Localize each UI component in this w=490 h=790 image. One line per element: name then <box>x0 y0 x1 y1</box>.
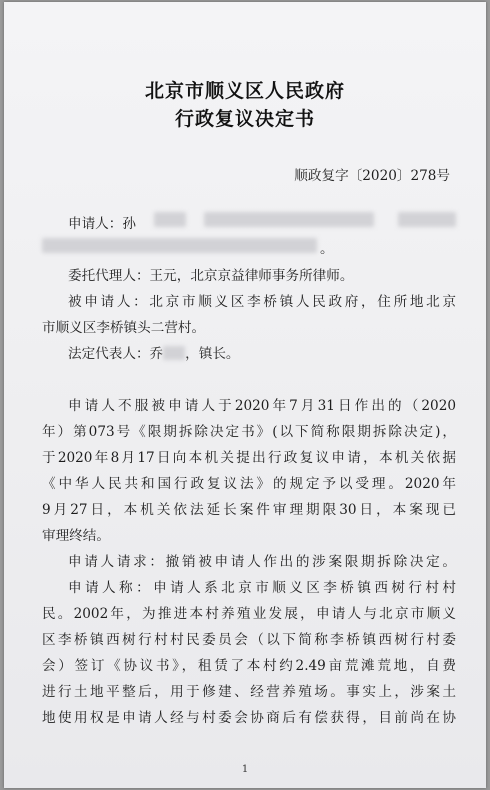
legal-rep-line <box>68 342 240 362</box>
issuing-authority: 北京市顺义区人民政府 <box>144 80 345 102</box>
agent-line: 委托代理人：王元，北京京益律师事务所律师。 <box>68 268 354 284</box>
legal-rep-suffix: ，镇长。 <box>185 346 240 362</box>
legal-rep-label: 法定代表人：乔 <box>68 346 164 362</box>
document-number: 顺政复字〔2020〕278号 <box>294 168 450 184</box>
body-line: 9月27日，本机关依法延长案件审理期限30日，本案现已 <box>42 502 456 518</box>
document-title: 行政复议决定书 <box>174 108 315 130</box>
body-line: 地使用权是申请人经与村委会协商后有偿获得，目前尚在协 <box>42 710 456 726</box>
body-line: 申请人称：申请人系北京市顺义区李桥镇西树行村村 <box>68 580 456 596</box>
body-line: 审理终结。 <box>42 528 110 544</box>
body-line: 年）第073号《限期拆除决定书》(以下简称限期拆除决定)， <box>42 424 456 440</box>
applicant-line-end: 。 <box>320 241 334 257</box>
body-line: 申请人请求：撤销被申请人作出的涉案限期拆除决定。 <box>68 554 456 570</box>
redaction-block <box>154 212 186 227</box>
body-line: 会）签订《协议书》，租赁了本村约2.49亩荒滩荒地，自费 <box>42 658 456 674</box>
redaction-block <box>42 238 317 253</box>
respondent-line-2: 市顺义区李桥镇头二营村。 <box>42 320 206 336</box>
applicant-label: 申请人： <box>68 216 123 232</box>
page-number: 1 <box>241 764 249 775</box>
body-line: 区李桥镇西树行村村民委员会（以下简称李桥镇西树行村委 <box>42 632 456 648</box>
body-line: 于2020年8月17日向本机关提出行政复议申请，本机关依据 <box>42 450 456 466</box>
redaction-block <box>398 212 456 227</box>
body-line: 《中华人民共和国行政复议法》的规定予以受理。2020年 <box>42 476 456 492</box>
body-line: 申请人不服被申请人于2020年7月31日作出的（2020 <box>68 398 456 414</box>
body-line: 进行土地平整后，用于修建、经营养殖场。事实上，涉案土 <box>42 684 456 700</box>
applicant-name: 孙 <box>122 216 136 232</box>
body-line: 民。2002年，为推进本村养殖业发展，申请人与北京市顺义 <box>42 606 456 622</box>
document-page <box>4 2 486 788</box>
applicant-line <box>68 212 136 232</box>
respondent-line-1: 被申请人：北京市顺义区李桥镇人民政府，住所地北京 <box>68 294 456 310</box>
redaction-block <box>163 346 185 360</box>
redaction-block <box>204 212 374 227</box>
